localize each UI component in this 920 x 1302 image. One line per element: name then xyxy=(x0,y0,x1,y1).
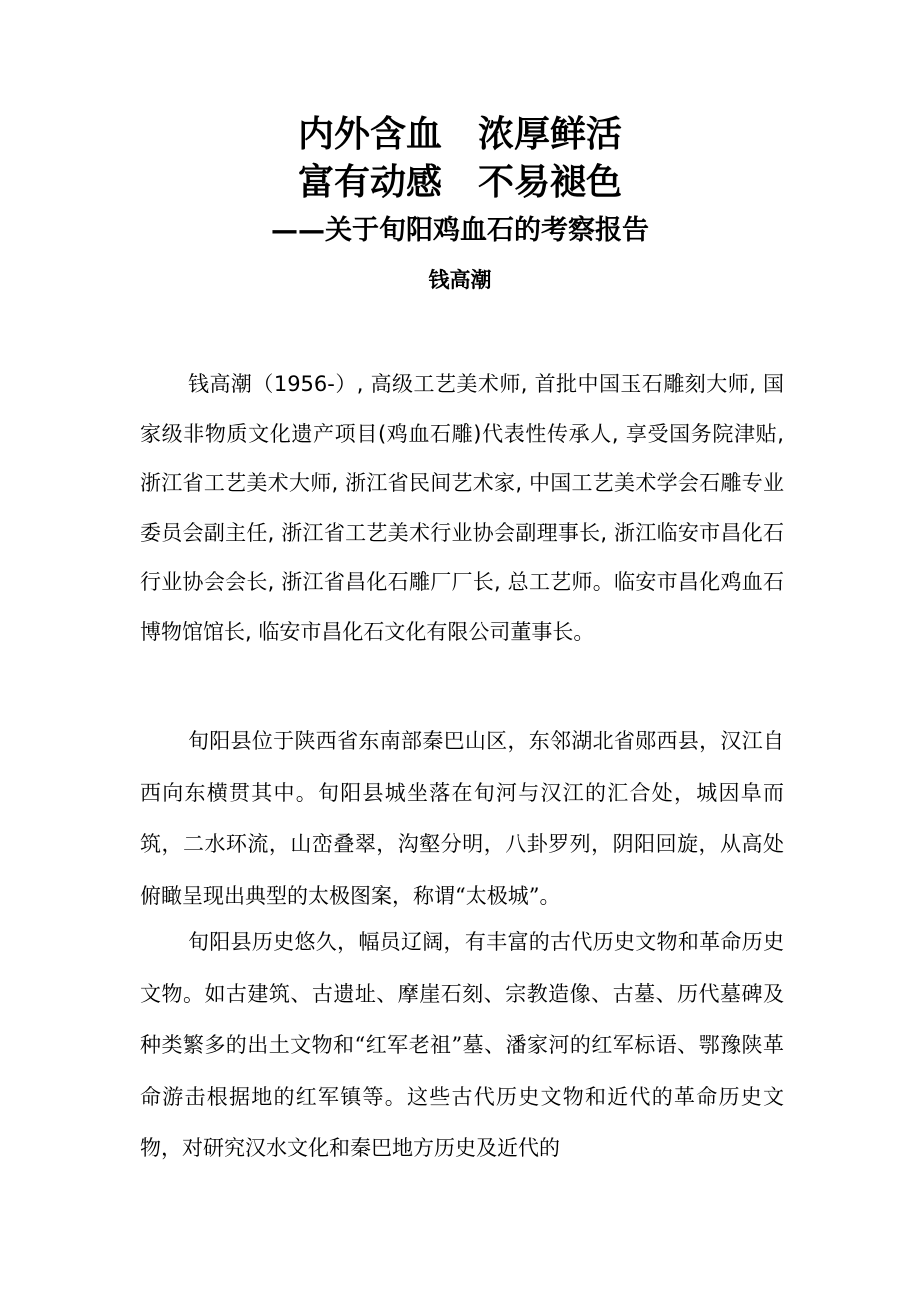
body-paragraph: 旬阳县位于陕西省东南部秦巴山区，东邻湖北省郧西县，汉江自西向东横贯其中。旬阳县城坐落在旬河与汉江的汇合处，城因阜而筑，二水环流，山峦叠翠，沟壑分明，八卦罗列，阴阳回旋，从高处俯瞰呈现出典型的太极图案，称谓“太极城”。 xyxy=(140,729,784,908)
title-line-1: 内外含血 浓厚鲜活 xyxy=(297,114,622,155)
author-name: 钱高潮 xyxy=(428,268,492,292)
subtitle: ——关于旬阳鸡血石的考察报告 xyxy=(271,215,649,246)
body-paragraph: 旬阳县历史悠久，幅员辽阔，有丰富的古代历史文物和革命历史文物。如古建筑、古遗址、摩崖石刻、宗教造像、古墓、历代墓碑及种类繁多的出土文物和“红军老祖”墓、潘家河的红军标语、鄂豫陕革命游击根据地的红军镇等。这些古代历史文物和近代的革命历史文物，对研究汉水文化和秦巴地方历史及近代的 xyxy=(140,930,784,1160)
title-line-2: 富有动感 不易褪色 xyxy=(297,162,622,203)
author-bio-paragraph: 钱高潮（1956-）, 高级工艺美术师, 首批中国玉石雕刻大师, 国家级非物质文化遗产项目(鸡血石雕)代表性传承人, 享受国务院津贴, 浙江省工艺美术大师, 浙江省民间艺术家, 中国工艺美术学会石雕专业委员会副主任, 浙江省工艺美术行业协会副理事长, 浙江临安市昌化石行业协会会长, 浙江省昌化石雕厂厂长, 总工艺师。临安市昌化鸡血石博物馆馆长, 临安市昌化石文化有限公司董事长。 xyxy=(140,372,784,644)
